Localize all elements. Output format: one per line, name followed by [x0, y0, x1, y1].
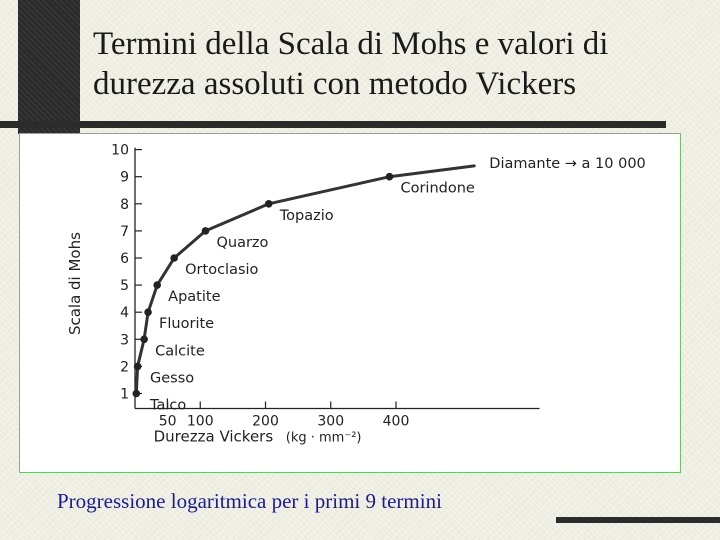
data-point-label: Apatite: [168, 289, 221, 306]
top-divider-rule: [0, 121, 666, 128]
y-tick-label: 5: [120, 278, 129, 295]
data-point: [265, 200, 273, 208]
diamante-annotation: Diamante → a 10 000: [489, 155, 646, 172]
x-axis-unit: (kg · mm⁻²): [285, 430, 362, 446]
data-point: [170, 254, 178, 262]
data-point: [386, 173, 394, 181]
data-point-label: Corindone: [400, 180, 475, 197]
slide-caption: Progressione logaritmica per i primi 9 termini: [57, 489, 442, 513]
y-tick-label: 8: [120, 196, 129, 213]
data-point: [202, 227, 210, 235]
slide-title: [93, 24, 693, 104]
x-tick-label: 50: [158, 413, 177, 430]
y-tick-label: 7: [120, 223, 129, 240]
y-tick-label: 4: [120, 305, 129, 322]
y-tick-label: 3: [120, 332, 129, 349]
y-tick-label: 9: [120, 169, 129, 186]
slide-title-line-2: durezza assoluti con metodo Vickers: [93, 66, 577, 102]
data-point-label: Calcite: [155, 343, 205, 360]
y-tick-label: 6: [120, 251, 129, 267]
data-point: [144, 308, 152, 316]
data-point: [140, 336, 148, 344]
data-point-label: Topazio: [279, 207, 334, 224]
data-point: [133, 390, 141, 398]
data-series-line: [136, 166, 474, 394]
data-point-label: Ortoclasio: [185, 262, 259, 278]
x-axis-title: Durezza Vickers: [153, 427, 274, 446]
x-tick-label: 400: [382, 413, 410, 430]
y-tick-label: 1: [120, 386, 129, 403]
x-tick-label: 300: [317, 413, 345, 430]
data-point-label: Quarzo: [216, 234, 269, 251]
data-point-label: Gesso: [150, 370, 195, 387]
decorative-dark-band: [18, 0, 80, 134]
chart-panel: [19, 133, 681, 473]
data-point: [134, 363, 142, 371]
y-tick-label: 10: [111, 142, 129, 159]
bottom-divider-rule: [556, 517, 720, 523]
mohs-vickers-chart: [20, 134, 680, 472]
slide-title-line-1: Termini della Scala di Mohs e valori di: [93, 26, 609, 62]
x-tick-label: 200: [252, 413, 279, 430]
data-point-label: Talco: [150, 397, 187, 414]
data-point-label: Fluorite: [159, 316, 215, 333]
y-tick-label: 2: [120, 359, 129, 376]
x-tick-label: 100: [186, 413, 214, 430]
data-point: [153, 281, 161, 289]
y-axis-title: Scala di Mohs: [66, 232, 84, 336]
